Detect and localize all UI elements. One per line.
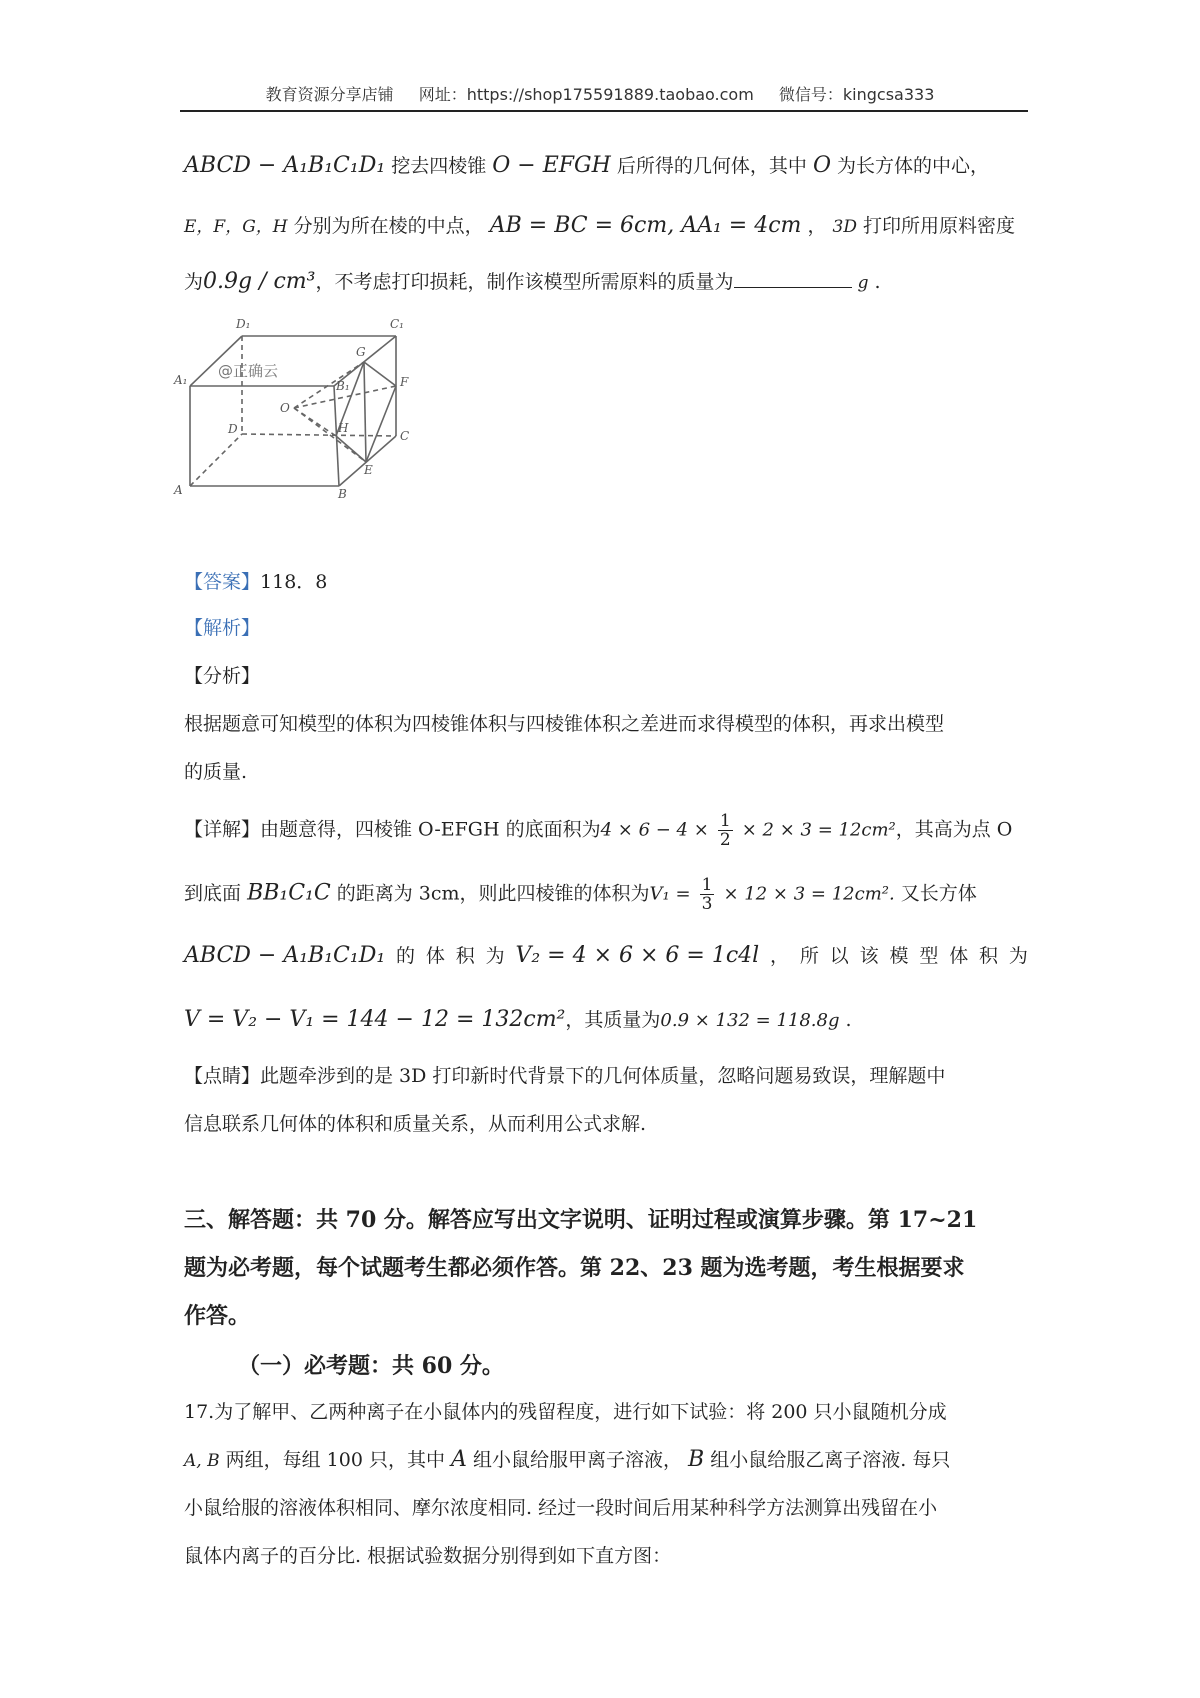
section3-line-1: 三、解答题：共 70 分。解答应写出文字说明、证明过程或演算步骤。第 17~21 bbox=[184, 1207, 978, 1233]
answer-value: 118．8 bbox=[260, 571, 328, 593]
label-G: G bbox=[356, 345, 366, 359]
wechat-id: 微信号：kingcsa333 bbox=[778, 85, 935, 104]
q17-line-4: 鼠体内离子的百分比. 根据试验数据分别得到如下直方图： bbox=[184, 1545, 672, 1567]
q17-line-3: 小鼠给服的溶液体积相同、摩尔浓度相同. 经过一段时间后用某种科学方法测算出残留在小 bbox=[184, 1497, 938, 1519]
section3-line-2: 题为必考题，每个试题考生都必须作答。第 22、23 题为选考题，考生根据要求 bbox=[184, 1255, 965, 1281]
answer-line bbox=[184, 568, 1028, 596]
header-rule bbox=[180, 110, 1028, 112]
label-H: H bbox=[338, 421, 349, 435]
answer-blank bbox=[734, 269, 852, 288]
section3-line-3: 作答。 bbox=[184, 1303, 251, 1329]
label-A: A bbox=[174, 483, 183, 497]
label-O: O bbox=[280, 401, 290, 415]
label-C1: C₁ bbox=[390, 317, 404, 331]
dianjing-line-1: 【点睛】此题牵涉到的是 3D 打印新时代背景下的几何体质量，忽略问题易致误，理解题中 bbox=[184, 1065, 946, 1087]
detail-line-3: ABCD − A₁B₁C₁D₁ 的 体 积 为 V₂ = 4 × 6 × 6 = 1c4l ， 所 以 该 模 型 体 积 为 bbox=[184, 943, 1028, 968]
label-D: D bbox=[228, 422, 238, 436]
problem-line-3: 为0.9g / cm³，不考虑打印损耗，制作该模型所需原料的质量为 g . bbox=[184, 269, 881, 294]
problem-line-2: E，F，G，H 分别为所在棱的中点， AB = BC = 6cm, AA₁ = 4cm ， 3D 打印所用原料密度 bbox=[184, 213, 1016, 238]
fenxi-text-2: 的质量. bbox=[184, 761, 248, 783]
watermark: @正确云 bbox=[218, 362, 279, 380]
label-B1: B₁ bbox=[336, 379, 350, 393]
label-E: E bbox=[364, 463, 373, 477]
cuboid-figure bbox=[174, 317, 444, 546]
problem-line-1: ABCD − A₁B₁C₁D₁ 挖去四棱锥 O − EFGH 后所得的几何体，其中 O 为长方体的中心， bbox=[184, 153, 990, 178]
label-C: C bbox=[400, 429, 410, 443]
fraction-half: $\frac{1}{2}$ bbox=[719, 811, 731, 850]
label-B: B bbox=[338, 487, 347, 501]
section3-sub: （一）必考题：共 60 分。 bbox=[238, 1353, 504, 1379]
q17-line-2: A, B 两组，每组 100 只，其中 A 组小鼠给服甲离子溶液， B 组小鼠给服乙离子溶液. 每只 bbox=[184, 1447, 951, 1472]
analysis-tag: 【解析】 bbox=[184, 617, 261, 639]
shop-url: 网址：https://shop175591889.taobao.com bbox=[418, 85, 754, 104]
shop-name: 教育资源分享店铺 bbox=[265, 85, 394, 104]
dianjing-line-2: 信息联系几何体的体积和质量关系，从而利用公式求解. bbox=[184, 1113, 647, 1135]
page-header bbox=[0, 82, 1200, 105]
answer-tag: 【答案】 bbox=[184, 571, 261, 593]
detail-line-1: 【详解】由题意得，四棱锥 O-EFGH 的底面积为4 × 6 − 4 × $\frac{1}{2}$ × 2 × 3 = 12cm²，其高为点 O bbox=[184, 811, 1013, 850]
fenxi-text-1: 根据题意可知模型的体积为四棱锥体积与四棱锥体积之差进而求得模型的体积，再求出模型 bbox=[184, 713, 945, 735]
detail-line-4: V = V₂ − V₁ = 144 − 12 = 132cm²，其质量为0.9 × 132 = 118.8g . bbox=[184, 1007, 852, 1032]
label-D1: D₁ bbox=[236, 317, 251, 331]
fenxi-tag: 【分析】 bbox=[184, 665, 261, 687]
label-A1: A₁ bbox=[174, 373, 188, 387]
q17-line-1: 17.为了解甲、乙两种离子在小鼠体内的残留程度，进行如下试验：将 200 只小鼠随机分成 bbox=[184, 1401, 947, 1423]
fraction-third: $\frac{1}{3}$ bbox=[701, 875, 713, 914]
detail-line-2: 到底面 BB₁C₁C 的距离为 3cm，则此四棱锥的体积为V₁ = $\frac{1}{3}$ × 12 × 3 = 12cm². 又长方体 bbox=[184, 875, 977, 914]
label-F: F bbox=[400, 375, 409, 389]
